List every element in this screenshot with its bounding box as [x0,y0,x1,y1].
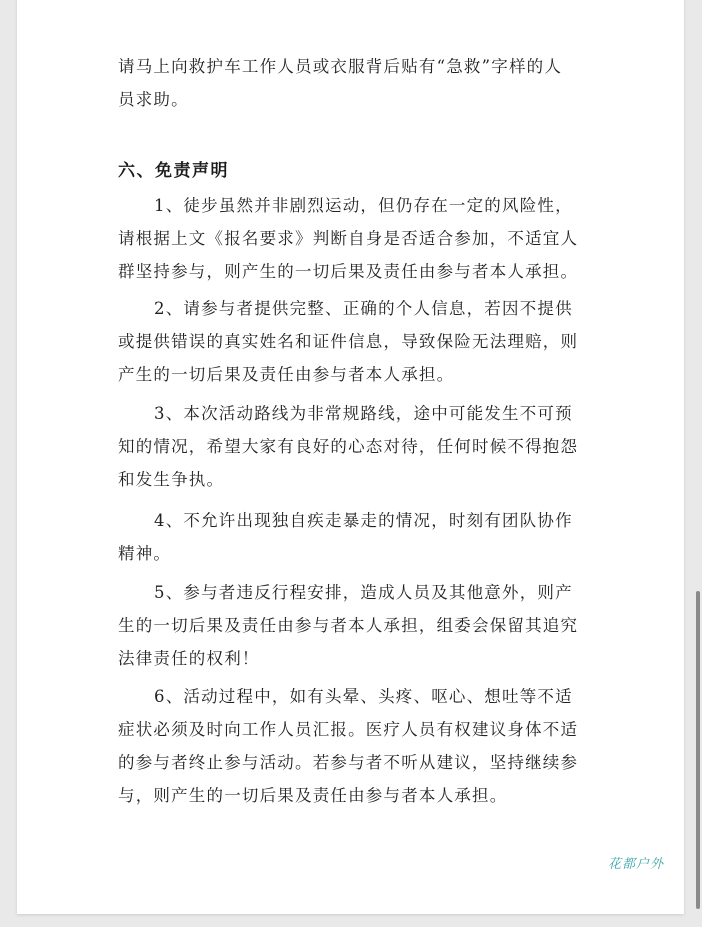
document-page [17,0,684,914]
paragraph-line: 精神。 [118,544,172,563]
disclaimer-item-5 [118,576,598,675]
paragraph-line: 4、不允许出现独自疾走暴走的情况，时刻有团队协作 [154,511,573,530]
paragraph-line: 症状必须及时向工作人员汇报。医疗人员有权建议身体不适 [118,720,579,739]
paragraph-line: 或提供错误的真实姓名和证件信息，导致保险无法理赔，则 [118,332,579,351]
paragraph-line: 生的一切后果及责任由参与者本人承担，组委会保留其追究 [118,616,579,635]
paragraph-line: 知的情况，希望大家有良好的心态对待，任何时候不得抱怨 [118,437,579,456]
paragraph-line: 与，则产生的一切后果及责任由参与者本人承担。 [118,786,508,805]
intro-line: 请马上向救护车工作人员或衣服背后贴有“急救”字样的人 [118,57,563,76]
paragraph-line: 和发生争执。 [118,470,225,489]
paragraph-line: 产生的一切后果及责任由参与者本人承担。 [118,365,455,384]
paragraph-line: 请根据上文《报名要求》判断自身是否适合参加，不适宜人 [118,229,579,248]
section-heading: 六、免责声明 [118,161,229,181]
paragraph-line: 3、本次活动路线为非常规路线，途中可能发生不可预 [154,404,573,423]
paragraph-line: 的参与者终止参与活动。若参与者不听从建议，坚持继续参 [118,753,579,772]
intro-line: 员求助。 [118,90,189,109]
intro-paragraph [118,50,598,116]
vertical-scrollbar[interactable] [696,591,700,909]
disclaimer-item-4 [118,504,598,570]
disclaimer-item-1 [118,189,598,288]
paragraph-line: 1、徒步虽然并非剧烈运动，但仍存在一定的风险性， [154,196,573,215]
paragraph-line: 6、活动过程中，如有头晕、头疼、呕心、想吐等不适 [154,687,573,706]
paragraph-line: 法律责任的权利！ [118,649,260,668]
watermark-logo: 花都户外 [607,857,664,872]
paragraph-line: 群坚持参与，则产生的一切后果及责任由参与者本人承担。 [118,262,579,281]
disclaimer-item-2 [118,292,598,391]
disclaimer-item-3 [118,397,598,496]
paragraph-line: 5、参与者违反行程安排，造成人员及其他意外，则产 [154,583,573,602]
paragraph-line: 2、请参与者提供完整、正确的个人信息，若因不提供 [154,299,573,318]
disclaimer-item-6 [118,680,598,812]
